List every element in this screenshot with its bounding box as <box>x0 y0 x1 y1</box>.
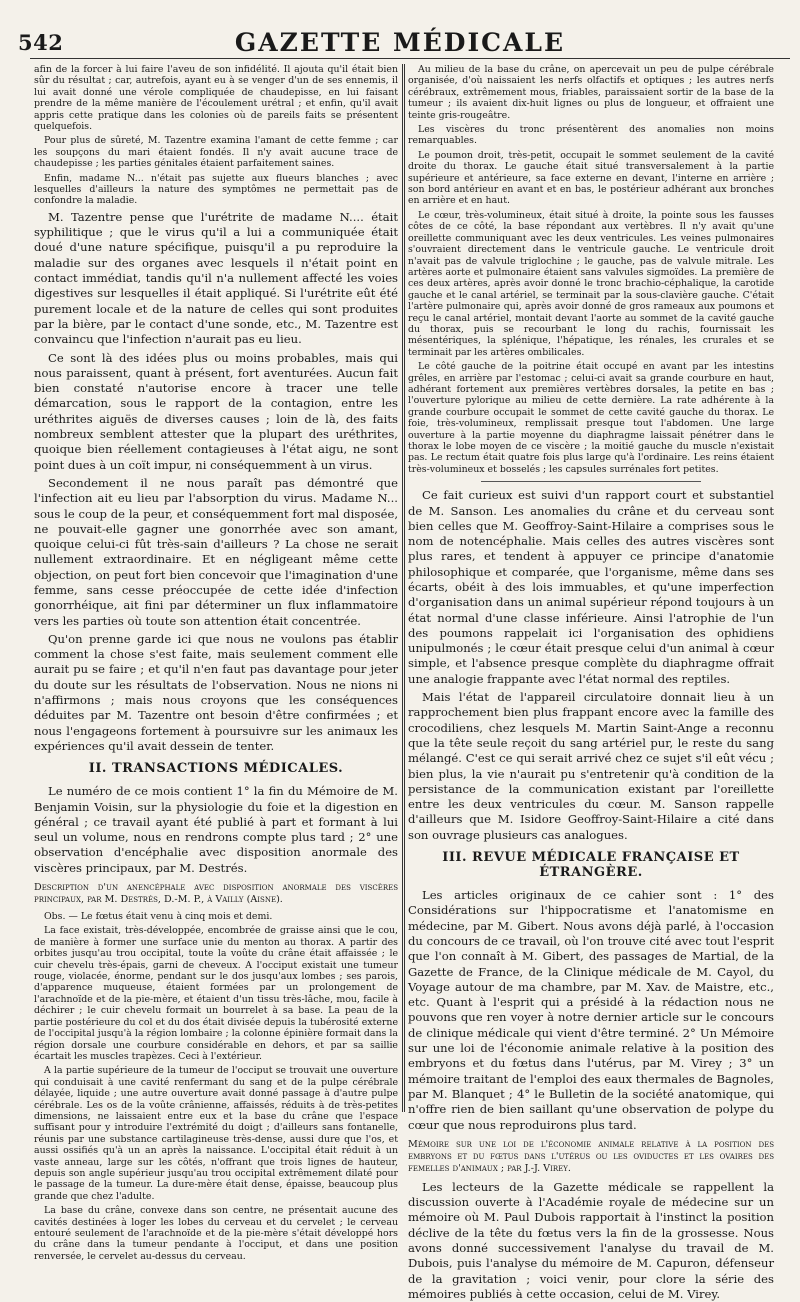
column-divider <box>402 64 405 1112</box>
paragraph: afin de la forcer à lui faire l'aveu de son infidélité. Il ajouta qu'il était bien sûr du résultat ; car, autrefois, ayant eu à se venger d'un de ses ennemis, il lui avait donné une vérole compliquée de chaudepisse, en lui faisant prendre de la même manière de l'écoulement urétral ; et enfin, qu'il avait appris cette pratique dans les colonies où de pareils faits se présentent quelquefois. <box>34 64 398 133</box>
paragraph: Enfin, madame N... n'était pas sujette aux flueurs blanches ; avec lesquelles d'ailleurs la nature des symptômes ne permettait pas de confondre la maladie. <box>34 172 398 207</box>
paragraph: Le cœur, très-volumineux, était situé à droite, la pointe sous les fausses côtes de ce côté, la base répondant aux vertèbres. Il n'y avait qu'une oreillette communiquant avec les deux ventricules. Les veines pulmonaires s'ouvraient directement dans le ventricule gauche. Le ventricule droit n'avait pas de valvule triglochine ; le gauche, pas de valvule mitrale. Les artères aorte et pulmonaire étaient sans valvules sigmoïdes. La première de ces deux artères, après avoir donné le tronc brachio-céphalique, la carotide gauche et le canal artériel, se terminait par la sous-clavière gauche. C'était l'artère pulmonaire qui, après avoir donné de gros rameaux aux poumons et reçu le canal artériel, montait devant l'aorte au sommet de la cavité gauche du thorax, puis se recourbant le long du rachis, fournissait les mésentériques, la splénique, l'hépatique, les rénales, les crurales et se terminait par les artères ombilicales. <box>408 209 774 358</box>
page-header <box>12 28 788 62</box>
paragraph: Le numéro de ce mois contient 1° la fin du Mémoire de M. Benjamin Voisin, sur la physiologie du foie et la digestion en général ; ce travail ayant été publié à part et formant à lui seul un volume, nous en rendrons compte plus tard ; 2° une observation d'encéphalie avec disposition anormale des viscères principaux, par M. Destrés. <box>34 784 398 875</box>
paragraph: Secondement il ne nous paraît pas démontré que l'infection ait eu lieu par l'absorption du virus. Madame N... sous le coup de la peur, et conséquemment fort mal disposée, ne pouvait-elle gagner une gonorrhée avec son amant, quoique celui-ci fût très-sain d'ailleurs ? La chose ne serait nullement extraordinaire. Et en négligeant même cette objection, on peut fort bien concevoir que l'imagination d'une femme, sans cesse préoccupée de cette idée d'infection gonorrhéique, ait fini par déterminer un flux inflammatoire vers les parties où toute son attention était concentrée. <box>34 475 398 628</box>
paragraph: Obs. — Le fœtus était venu à cinq mois et demi. <box>44 911 273 923</box>
paragraph: Ce sont là des idées plus ou moins probables, mais qui nous paraissent, quant à présent, fort aventurées. Aucun fait bien constaté n'autorise encore à tracer une telle démarcation, sous le rapport de la contagion, entre les uréthrites aiguës de diverses causes ; loin de là, des faits nombreux semblent attester que la plupart des uréthrites, quoique bien réellement contagieuses à l'état aigu, ne sont point dues à un coït impur, ni conséquemment à un virus. <box>34 350 398 472</box>
section-heading: II. TRANSACTIONS MÉDICALES. <box>88 761 344 777</box>
page-number: 542 <box>18 30 64 55</box>
paragraph: Mais l'état de l'appareil circulatoire donnait lieu à un rapprochement bien plus frappant encore avec la famille des crocodiliens, chez lesquels M. Martin Saint-Ange a reconnu que la tête seule reçoit du sang artériel pur, le reste du sang mélangé. C'est ce qui serait arrivé chez ce sujet s'il eût vécu ; bien plus, la vie n'aurait pu s'entretenir qu'à condition de la persistance de la communication existant par l'oreillette entre les deux ventricules du cœur. M. Sanson rappelle d'ailleurs que M. Isidore Geoffroy-Saint-Hilaire a cité dans son ouvrage plusieurs cas analogues. <box>408 690 774 842</box>
paragraph: Pour plus de sûreté, M. Tazentre examina l'amant de cette femme ; car les soupçons du mari étaient fondés. Il n'y avait aucune trace de chaudepisse ; les parties génitales étaient parfaitement saines. <box>34 135 398 170</box>
paragraph: La face existait, très-développée, encombrée de graisse ainsi que le cou, de manière à former une surface unie du menton au thorax. A partir des orbites jusqu'au trou occipital, toute la voûte du crâne était affaissée ; le cuir chevelu très-épais, garni de cheveux. A l'occiput existait une tumeur rouge, violacée, énorme, pendant sur le dos jusqu'aux lombes ; ses parois, d'apparence muqueuse, étaient formées par un prolongement de l'arachnoïde et de la pie-mère, et étaient d'un tissu très-lâche, mou, facile à déchirer ; le cuir chevelu formait un bourrelet à sa base. La peau de la partie postérieure du col et du dos était divisée depuis la tubérosité externe de l'occipital jusqu'à la région lombaire ; la colonne épinière formait dans la région dorsale une courbure considérable en dehors, et par sa saillie écartait les muscles trapèzes. Ceci à l'extérieur. <box>34 925 398 1062</box>
paragraph: Le poumon droit, très-petit, occupait le sommet seulement de la cavité droite du thorax. Le gauche était situé transversalement à la partie supérieure et antérieure, sa face externe en devant, l'interne en arrière ; son bord antérieur en avant et en bas, le postérieur adhérant aux bronches en arrière et en haut. <box>408 149 774 207</box>
journal-title: GAZETTE MÉDICALE <box>234 28 566 57</box>
separator-rule <box>481 481 701 482</box>
article-subheading: Mémoire sur une loi de l'économie animale relative à la position des embryons et du fœtus dans l'utérus ou les oviductes et les ovaires des femelles d'animaux ; par J.-J. Virey. <box>408 1138 774 1174</box>
paragraph: A la partie supérieure de la tumeur de l'occiput se trouvait une ouverture qui conduisait à une cavité renfermant du sang et de la pulpe cérébrale délayée, liquide ; une autre ouverture avait donné passage à d'autre pulpe cérébrale. Les os de la voûte crânienne, affaissés, réduits à de très-petites dimensions, ne laissaient entre eux et la base du crâne que l'espace suffisant pour y introduire l'extrémité du doigt ; d'ailleurs sans fontanelle, réunis par une substance cartilagineuse très-dense, aussi dure que l'os, et aussi ossifiés qu'à un an après la naissance. L'occipital était réduit à un vaste anneau, large sur les côtés, n'offrant que trois lignes de hauteur, depuis son angle supérieur jusqu'au trou occipital extrêmement dilaté pour le passage de la tumeur. La dure-mère était dense, épaisse, beaucoup plus grande que chez l'adulte. <box>34 1065 398 1202</box>
right-column <box>408 64 774 1301</box>
paragraph: Les lecteurs de la Gazette médicale se rappellent la discussion ouverte à l'Académie royale de médecine sur un mémoire où M. Paul Dubois rapportait à l'instinct la position déclive de la tête du fœtus vers la fin de la grossesse. Nous avons donné successivement l'analyse du travail de M. Dubois, puis l'analyse du mémoire de M. Capuron, défenseur de la gravitation ; voici venir, pour clore la série des mémoires publiés à cette occasion, celui de M. Virey. <box>408 1179 774 1301</box>
section-heading: III. REVUE MÉDICALE FRANÇAISE ET ÉTRANGÈRE. <box>442 850 740 881</box>
paragraph: La base du crâne, convexe dans son centre, ne présentait aucune des cavités destinées à loger les lobes du cerveau et du cervelet ; le cerveau entouré seulement de l'arachnoïde et de la pie-mère s'était développé hors du crâne dans la tumeur pendante à l'occiput, et dans une position renversée, le cervelet au-dessus du cerveau. <box>34 1205 398 1262</box>
paragraph: M. Tazentre pense que l'urétrite de madame N.... était syphilitique ; que le virus qu'il a lui a communiquée était doué d'une nature spécifique, puisqu'il a pu reproduire la maladie sur des organes avec lesquels il n'était point en contact immédiat, tandis qu'il n'a nullement affecté les voies digestives sur lesquelles il était appliqué. Si l'urétrite eût été purement locale et de la nature de celles qui sont produites par la bière, par le contact d'une sonde, etc., M. Tazentre est convaincu que l'infection n'aurait pas eu lieu. <box>34 209 398 347</box>
paragraph: Les viscères du tronc présentèrent des anomalies non moins remarquables. <box>408 124 774 147</box>
paragraph: Au milieu de la base du crâne, on apercevait un peu de pulpe cérébrale organisée, d'où naissaient les nerfs olfactifs et optiques ; les autres nerfs cérébraux, extrêmement mous, friables, paraissaient sortir de la base de la tumeur ; ils avaient dix-huit lignes ou plus de longueur, et offraient une teinte gris-rougeâtre. <box>408 64 774 121</box>
paragraph: Qu'on prenne garde ici que nous ne voulons pas établir comment la chose s'est faite, mais seulement comment elle aurait pu se faire ; et qu'il n'en faut pas davantage pour jeter du doute sur les résultats de l'observation. Nous ne nions ni n'affirmons ; mais nous croyons que les conséquences déduites par M. Tazentre ont besoin d'être confirmées ; et nous l'engageons fortement à poursuivre sur les animaux les expériences qu'il avait dessein de tenter. <box>34 631 398 753</box>
header-rule <box>30 58 790 59</box>
left-column <box>34 64 398 1262</box>
article-subheading: Description d'un anencéphale avec disposition anormale des viscères principaux, par M. Destrés, D.-M. P., à Vailly (Aisne). <box>34 882 398 906</box>
paragraph: Ce fait curieux est suivi d'un rapport court et substantiel de M. Sanson. Les anomalies du crâne et du cerveau sont bien celles que M. Geoffroy-Saint-Hilaire a comprises sous le nom de notencéphalie. Mais celles des autres viscères sont plus rares, et tendent à appuyer ce principe d'anatomie philosophique et comparée, que l'organisme, même dans ses écarts, obéit à des lois immuables, et qu'une imperfection d'organisation dans un animal supérieur répond toujours à un état normal d'une classe inférieure. Ainsi l'atrophie de l'un des poumons rappelait ici l'organisation des ophidiens unipulmonés ; le cœur était presque celui d'un animal à cœur simple, et l'absence presque complète du diaphragme offrait une analogie frappante avec l'état normal des reptiles. <box>408 488 774 686</box>
paragraph: Le côté gauche de la poitrine était occupé en avant par les intestins grêles, en arrière par l'estomac ; celui-ci avait sa grande courbure en haut, adhérant fortement aux premières vertèbres dorsales, la petite en bas ; l'ouverture pylorique au milieu de cette dernière. La rate adhérente à la grande courbure occupait le sommet de cette cavité gauche du thorax. Le foie, très-volumineux, remplissait presque tout l'abdomen. Une large ouverture à la partie moyenne du diaphragme laissait pénétrer dans le thorax le lobe moyen de ce viscère ; la moitié gauche du muscle n'existait pas. Le rectum était quatre fois plus large qu'à l'ordinaire. Les reins étaient très-volumineux et bosselés ; les capsules surrénales fort petites. <box>408 361 774 475</box>
paragraph: Les articles originaux de ce cahier sont : 1° des Considérations sur l'hippocratisme et l'anatomisme en médecine, par M. Gibert. Nous avons déjà parlé, à l'occasion du concours de ce travail, où l'on trouve cité avec tout l'esprit que l'on connaît à M. Gibert, des passages de Martial, de la Gazette de France, de la Clinique médicale de M. Cayol, du Voyage autour de ma chambre, par M. Xav. de Maistre, etc., etc. Quant à l'esprit qui a présidé à la rédaction nous ne pouvons que ren voyer à notre dernier article sur le concours de clinique médicale qui vient d'être terminé. 2° Un Mémoire sur une loi de l'économie animale relative à la position des embryons et du fœtus dans l'utérus, par M. Virey ; 3° un mémoire traitant de l'emploi des eaux thermales de Bagnoles, par M. Blanquet ; 4° le Bulletin de la société anatomique, qui n'offre rien de bien saillant qu'une observation de polype du cœur que nous reproduirons plus tard. <box>408 888 774 1132</box>
